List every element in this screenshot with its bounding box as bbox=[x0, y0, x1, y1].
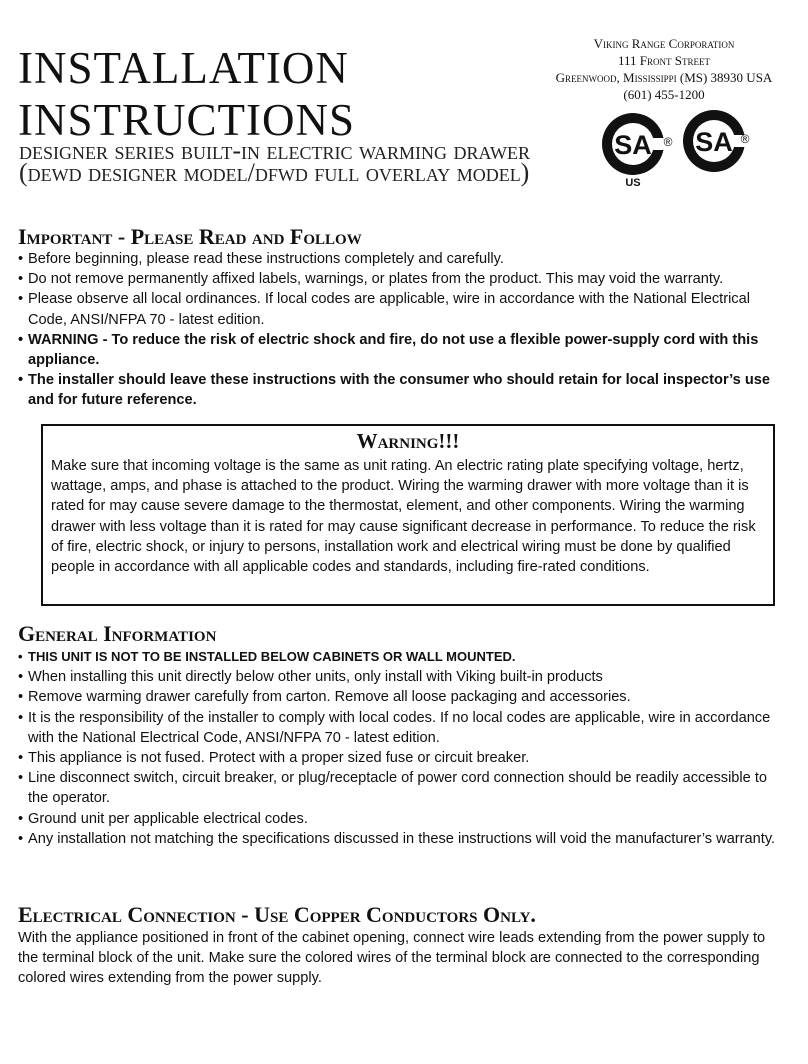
important-item: • Please observe all local ordinances. If local codes are applicable, wire in accordance with the National Electrical Code, ANSI/NFPA 70 - latest edition. bbox=[18, 289, 788, 329]
important-item: • Before beginning, please read these instructions completely and carefully. bbox=[18, 249, 788, 269]
csa-us-label: US bbox=[625, 177, 641, 189]
subtitle-line-1: designer series built-in electric warming drawer bbox=[19, 136, 531, 165]
electrical-text: With the appliance positioned in front of the cabinet opening, connect wire leads extending from the power supply to the terminal block of the unit. Make sure the colored wires of the terminal block are connected to the corresponding colored wires extending from the power supply. bbox=[18, 930, 766, 987]
important-item-warning: • WARNING - To reduce the risk of electric shock and fire, do not use a flexible power-supply cord with this appliance. bbox=[18, 330, 788, 370]
important-item-retain: • The installer should leave these instructions with the consumer who should retain for local inspector’s use and for future reference. bbox=[18, 370, 788, 410]
warning-box bbox=[41, 424, 775, 606]
general-list bbox=[18, 647, 788, 849]
csa-us-registered-mark: ® bbox=[663, 135, 673, 149]
warning-title: Warning!!! bbox=[356, 429, 460, 453]
csa-registered-mark: ® bbox=[740, 132, 750, 146]
general-item: • When installing this unit directly below other units, only install with Viking built-in products bbox=[18, 667, 788, 687]
general-item: • THIS UNIT IS NOT TO BE INSTALLED BELOW CABINETS OR WALL MOUNTED. bbox=[18, 647, 788, 667]
important-heading: Important - Please Read and Follow bbox=[18, 224, 362, 249]
general-item: • Any installation not matching the specifications discussed in these instructions will void the manufacturer’s warranty. bbox=[18, 829, 788, 849]
general-item: • Remove warming drawer carefully from carton. Remove all loose packaging and accessories. bbox=[18, 687, 788, 707]
subtitle-line-2: (dewd designer model/dfwd full overlay model) bbox=[19, 158, 530, 187]
important-item: • Do not remove permanently affixed labels, warnings, or plates from the product. This may void the warranty. bbox=[18, 269, 788, 289]
company-name: Viking Range Corporation bbox=[593, 36, 735, 51]
csa-logo-text: SA bbox=[695, 127, 733, 157]
title-line-1: installation bbox=[18, 26, 349, 97]
general-item: • Line disconnect switch, circuit breaker, or plug/receptacle of power cord connection should be readily accessible to the operator. bbox=[18, 768, 788, 808]
electrical-heading: Electrical Connection - Use Copper Conductors Only. bbox=[18, 902, 536, 927]
company-city: Greenwood, Mississippi (MS) 38930 USA bbox=[555, 70, 773, 85]
general-item: • It is the responsibility of the installer to comply with local codes. If no local codes are applicable, wire in accordance with the National Electrical Code, ANSI/NFPA 70 - latest edition. bbox=[18, 708, 788, 748]
csa-us-logo-text: SA bbox=[614, 130, 652, 160]
general-heading: General Information bbox=[18, 621, 217, 646]
title-line-2: instructions bbox=[18, 78, 356, 149]
csa-us-logo bbox=[598, 107, 678, 189]
company-block bbox=[548, 35, 780, 103]
general-item: • This appliance is not fused. Protect with a proper sized fuse or circuit breaker. bbox=[18, 748, 788, 768]
general-item: • Ground unit per applicable electrical codes. bbox=[18, 809, 788, 829]
csa-logo bbox=[680, 107, 752, 177]
company-phone: (601) 455-1200 bbox=[623, 87, 705, 102]
warning-text: Make sure that incoming voltage is the same as unit rating. An electric rating plate specifying voltage, hertz, wattage, amps, and phase is attached to the product. Wiring the warming drawer with more voltage than it is rated for may cause severe damage to the thermostat, element, and other components. Wiring the warming drawer with less voltage than it is rated for may cause significant decrease in performance. To reduce the risk of fire, electric shock, or injury to persons, installation work and electrical wiring must be done by qualified people in accordance with all applicable codes and standards, including fire-rated conditions. bbox=[51, 458, 756, 576]
important-list bbox=[18, 249, 788, 411]
company-street: 111 Front Street bbox=[618, 53, 710, 68]
